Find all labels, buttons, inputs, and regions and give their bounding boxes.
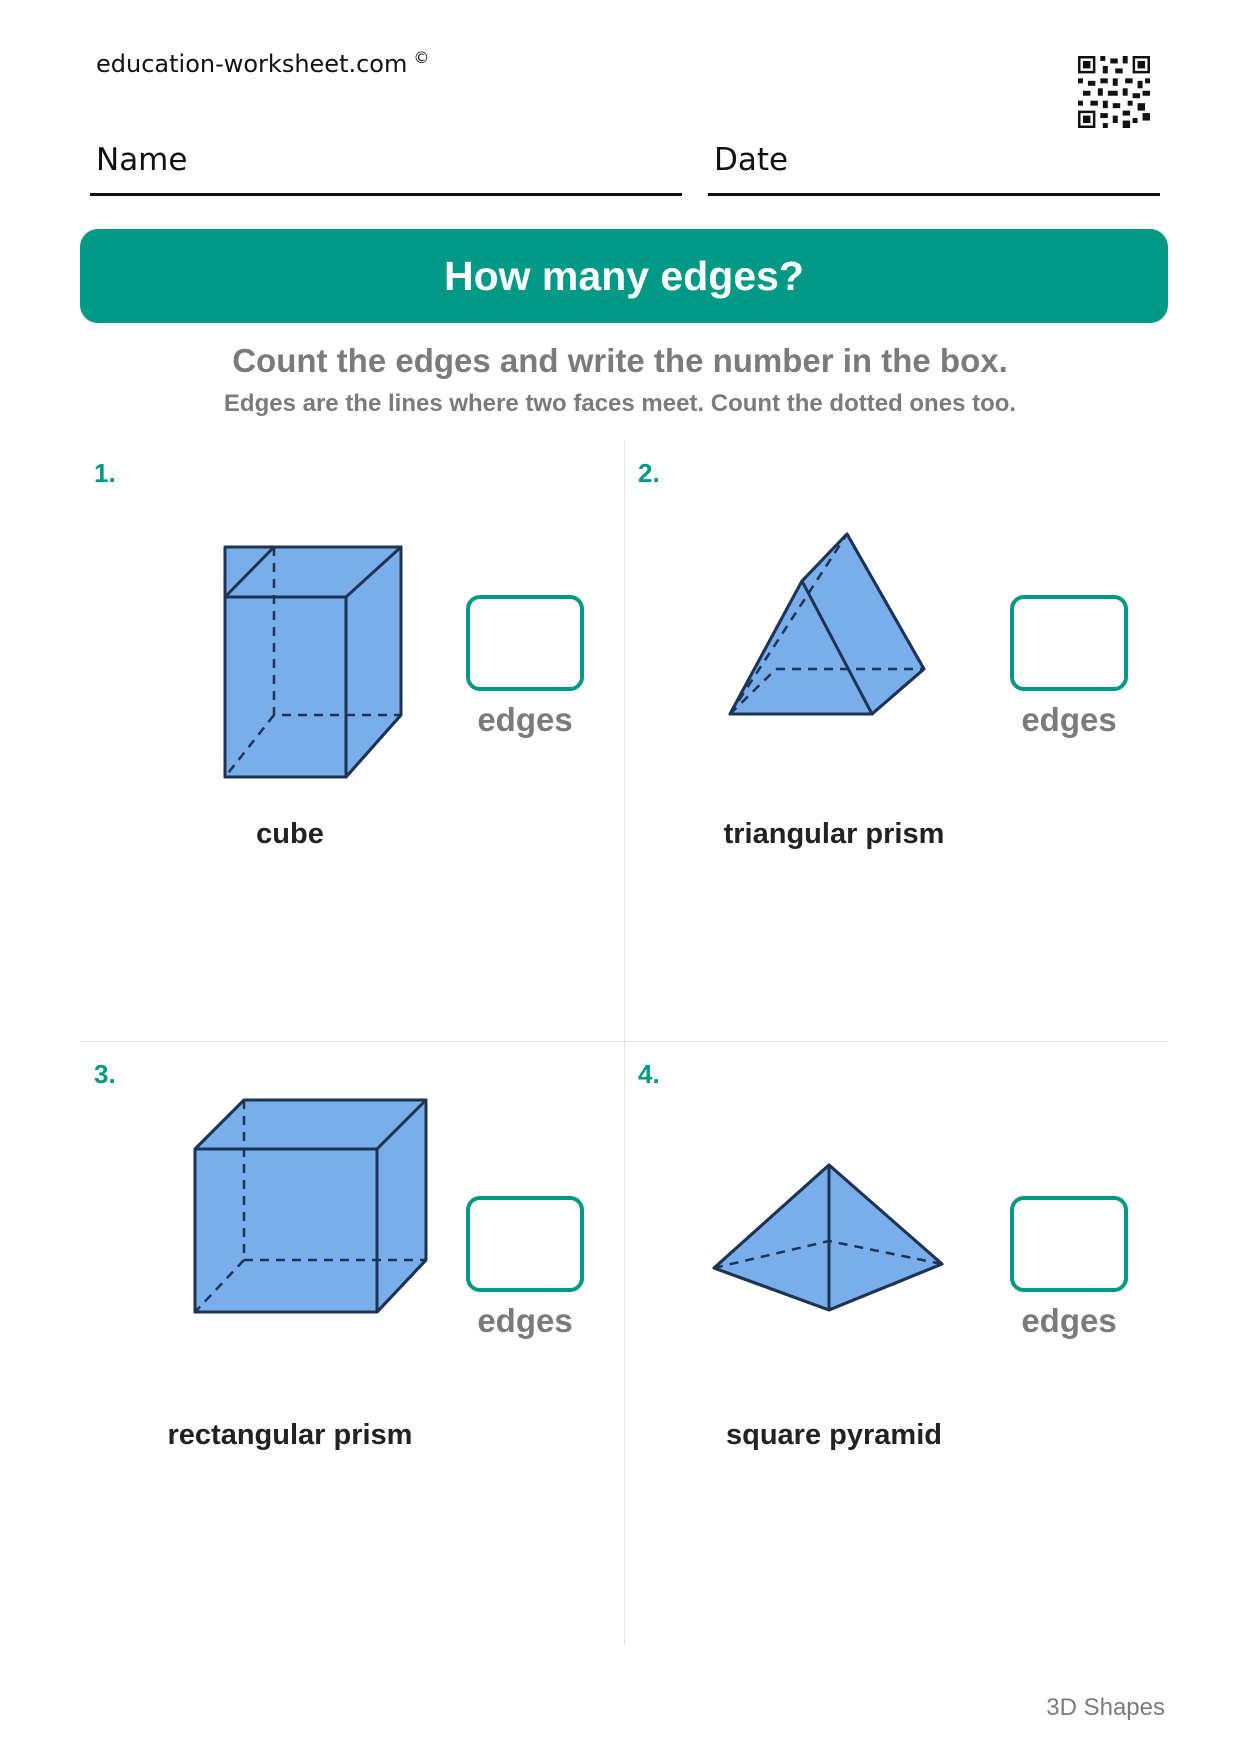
name-label: Name	[96, 142, 188, 178]
answer-box[interactable]	[1010, 595, 1128, 691]
problem-number: 2.	[638, 458, 660, 488]
instruction-main: Count the edges and write the number in the box.	[232, 342, 1008, 379]
shape-name: rectangular prism	[167, 1419, 413, 1451]
footer-topic: 3D Shapes	[1046, 1694, 1165, 1721]
qr-code-icon	[1078, 56, 1150, 128]
title-banner	[80, 229, 1168, 323]
problem-1	[80, 440, 624, 1040]
answer-unit: edges	[477, 1302, 573, 1339]
instruction-sub: Edges are the lines where two faces meet. Count the dotted ones too.	[223, 390, 1017, 417]
problem-number: 3.	[94, 1059, 116, 1089]
site-url	[96, 48, 429, 78]
problem-number: 1.	[94, 458, 116, 488]
problem-3	[80, 1041, 624, 1641]
triangular-prism-illustration	[624, 440, 1168, 1040]
name-field[interactable]	[90, 138, 682, 196]
square-pyramid-illustration	[624, 1041, 1168, 1641]
cube-illustration	[80, 440, 624, 1040]
rectangular-prism-illustration	[80, 1041, 624, 1641]
answer-unit: edges	[477, 701, 573, 738]
site-name: education-worksheet.com	[96, 50, 408, 78]
shape-name: cube	[256, 818, 324, 850]
date-field[interactable]	[708, 138, 1160, 196]
problem-4	[624, 1041, 1168, 1641]
problem-2	[624, 440, 1168, 1040]
problem-number: 4.	[638, 1059, 660, 1089]
answer-unit: edges	[1021, 1302, 1117, 1339]
worksheet-title: How many edges?	[444, 252, 804, 299]
answer-box[interactable]	[466, 595, 584, 691]
answer-box[interactable]	[1010, 1196, 1128, 1292]
shape-name: triangular prism	[723, 818, 945, 850]
date-label: Date	[714, 142, 789, 178]
answer-unit: edges	[1021, 701, 1117, 738]
copyright-mark: ©	[413, 48, 430, 67]
answer-box[interactable]	[466, 1196, 584, 1292]
shape-name: square pyramid	[726, 1419, 942, 1451]
